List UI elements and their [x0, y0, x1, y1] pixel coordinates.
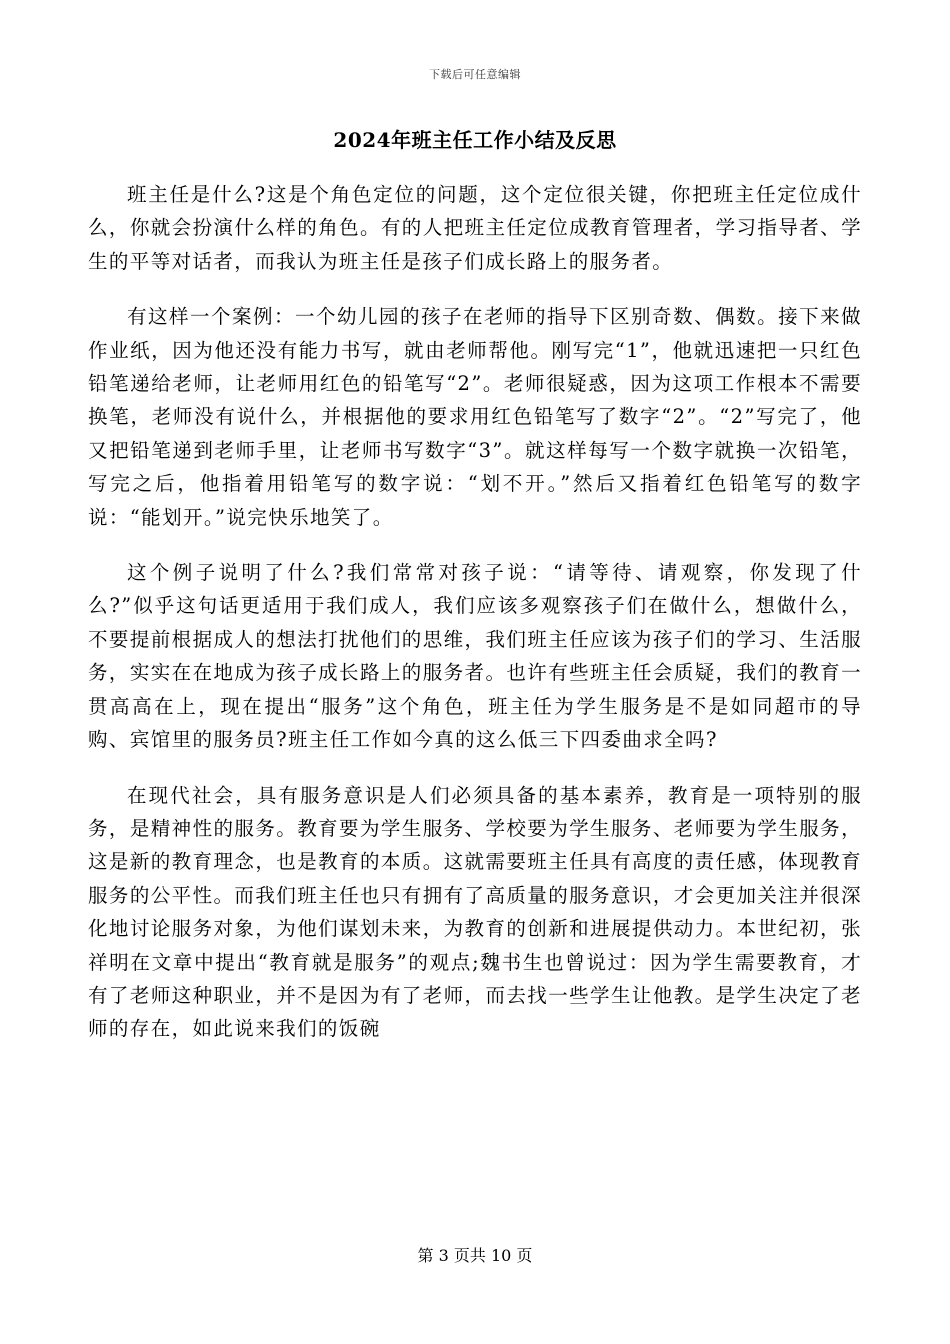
document-title: 2024年班主任工作小结及反思: [333, 128, 617, 152]
paragraph-1: 班主任是什么?这是个角色定位的问题，这个定位很关键，你把班主任定位成什么，你就会扮演什么样的角色。有的人把班主任定位成教育管理者，学习指导者、学生的平等对话者，而我认为班主任是孩子们成长路上的服务者。: [88, 183, 862, 273]
paragraph-4: 在现代社会，具有服务意识是人们必须具备的基本素养，教育是一项特别的服务，是精神性的服务。教育要为学生服务、学校要为学生服务、老师要为学生服务，这是新的教育理念，也是教育的本质。这就需要班主任具有高度的责任感，体现教育服务的公平性。而我们班主任也只有拥有了高质量的服务意识，才会更加关注并很深化地讨论服务对象，为他们谋划未来，为教育的创新和进展提供动力。本世纪初，张祥明在文章中提出“教育就是服务”的观点;魏书生也曾说过：因为学生需要教育，才有了老师这种职业，并不是因为有了老师，而去找一些学生让他教。是学生决定了老师的存在，如此说来我们的饭碗: [88, 783, 862, 1041]
header-note: 下载后可任意编辑: [429, 68, 521, 81]
document-body: [88, 178, 862, 1068]
paragraph-3: 这个例子说明了什么?我们常常对孩子说：“请等待、请观察，你发现了什么?”似乎这句话更适用于我们成人，我们应该多观察孩子们在做什么，想做什么，不要提前根据成人的想法打扰他们的思维，我们班主任应该为孩子们的学习、生活服务，实实在在地成为孩子成长路上的服务者。也许有些班主任会质疑，我们的教育一贯高高在上，现在提出“服务”这个角色，班主任为学生服务是不是如同超市的导购、宾馆里的服务员?班主任工作如今真的这么低三下四委曲求全吗?: [88, 561, 862, 752]
paragraph-2: 有这样一个案例：一个幼儿园的孩子在老师的指导下区别奇数、偶数。接下来做作业纸，因为他还没有能力书写，就由老师帮他。刚写完“1”，他就迅速把一只红色铅笔递给老师，让老师用红色的铅笔写“2”。老师很疑惑，因为这项工作根本不需要换笔，老师没有说什么，并根据他的要求用红色铅笔写了数字“2”。“2”写完了，他又把铅笔递到老师手里，让老师书写数字“3”。就这样每写一个数字就换一次铅笔，写完之后，他指着用铅笔写的数字说：“划不开。”然后又指着红色铅笔写的数字说：“能划开。”说完快乐地笑了。: [88, 305, 862, 529]
page-number-footer: 第 3 页共 10 页: [417, 1246, 533, 1265]
